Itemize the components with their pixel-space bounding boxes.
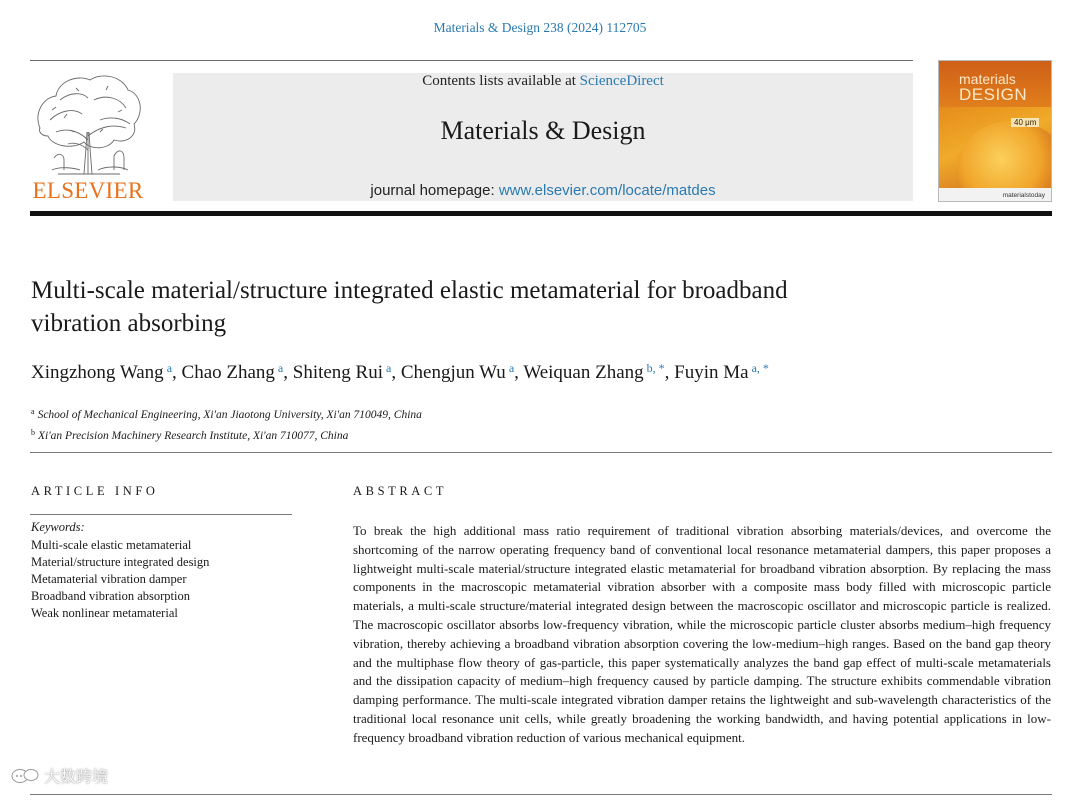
elsevier-tree-icon — [30, 70, 146, 178]
author-list: Xingzhong Wang $^a$, Chao Zhang $^a$, Shiteng Rui $^a$, Chengjun Wu $^a$, Weiquan Zhang $^{b, *}$, Fuyin Ma $^{a, *}$ — [31, 361, 769, 383]
author-name[interactable]: Weiquan Zhang — [523, 362, 644, 383]
cover-brand: materialstoday — [1002, 192, 1045, 199]
author-affiliation-mark[interactable]: a, * — [751, 361, 769, 375]
affiliation-list — [31, 403, 731, 445]
journal-header-band — [173, 73, 913, 201]
author-affiliation-mark[interactable]: a — [166, 361, 173, 375]
author-affiliation-mark[interactable]: a — [386, 361, 392, 375]
article-title: Multi-scale material/structure integrated elastic metamaterial for broadband vibration absorbing — [31, 277, 788, 337]
affiliation-mark: a — [31, 407, 35, 416]
keyword-item: Weak nonlinear metamaterial — [31, 606, 178, 620]
keywords-list — [31, 537, 209, 622]
source-watermark — [10, 764, 108, 787]
keywords-label: Keywords: — [31, 520, 85, 534]
chat-bubble-icon — [10, 767, 40, 785]
keyword-item: Metamaterial vibration damper — [31, 572, 187, 586]
abstract-heading: ABSTRACT — [353, 484, 448, 498]
abstract-text: To break the high additional mass ratio requirement of traditional vibration absorbing materials/devices, and overcome the shortcoming of the narrow operating frequency band of conventional local resonance metamaterial dampers, this paper proposes a lightweight multi-scale material/structure integrated elastic metamaterial for broadband vibration absorption. By replacing the mass components in the macroscopic metamaterial vibration absorber with a composite mass body filled with microscopic particle materials, a multi-scale structure/material integrated design between the macroscopic oscillator and microscopic particle is realized. The macroscopic oscillator absorbs low-frequency vibration, while the microscopic particle cluster absorbs medium–high frequency vibration, thereby achieving a broadband vibration absorption covering the low-medium–high ranges. Based on the band gap theory and the multiphase flow theory of gas-particle, this paper systematically analyzes the band gap effect of multi-scale metamaterials and the dissipation capacity of medium–high frequency caused by particle damping. The structure exhibits commendable vibration damping performance. The multi-scale integrated vibration damper retains the lightweight and sub-wavelength characteristics of the traditional local resonance unit cells, while greatly broadening the working bandwidth, and having potential applications in low-frequency broadband vibration reduction of various mechanical equipment. — [353, 523, 1051, 745]
affiliation-mark: b — [31, 428, 35, 437]
article-info-rule — [30, 514, 292, 515]
author-name[interactable]: Xingzhong Wang — [31, 362, 164, 383]
keyword-item: Material/structure integrated design — [31, 555, 210, 569]
article-info-heading: ARTICLE INFO — [31, 484, 159, 498]
header-thick-rule — [30, 211, 1052, 216]
affiliation-item — [31, 403, 731, 424]
journal-homepage-link[interactable]: www.elsevier.com/locate/matdes — [498, 182, 716, 199]
homepage-prefix: journal homepage: — [370, 182, 499, 199]
author-name[interactable]: Fuyin Ma — [674, 362, 749, 383]
contents-lists-line — [173, 73, 913, 90]
affiliation-item — [31, 424, 731, 445]
elsevier-logo[interactable] — [28, 70, 148, 205]
author-affiliation-mark[interactable]: a — [508, 361, 515, 375]
journal-name[interactable]: Materials & Design — [440, 116, 646, 145]
author-affiliation-mark[interactable]: a — [277, 361, 284, 375]
cover-scale-bar: 40 μm — [1011, 118, 1039, 127]
sciencedirect-link[interactable]: ScienceDirect — [579, 73, 664, 89]
header-top-rule — [30, 60, 913, 61]
cover-title-materials: materials — [959, 71, 1016, 87]
elsevier-wordmark: ELSEVIER — [32, 178, 144, 203]
affiliation-text: School of Mechanical Engineering, Xi'an Jiaotong University, Xi'an 710049, China — [37, 409, 422, 421]
section-divider — [30, 452, 1052, 453]
contents-prefix: Contents lists available at — [422, 73, 580, 89]
affiliation-text: Xi'an Precision Machinery Research Institute, Xi'an 710077, China — [38, 430, 349, 442]
cover-footer — [939, 188, 1051, 201]
author-name[interactable]: Chengjun Wu — [400, 362, 506, 383]
journal-homepage-line — [173, 182, 913, 199]
author-name[interactable]: Shiteng Rui — [292, 362, 384, 383]
keyword-item: Broadband vibration absorption — [31, 589, 190, 603]
page-bottom-rule — [30, 794, 1052, 795]
watermark-text: 大数跨境 — [44, 767, 109, 786]
author-name[interactable]: Chao Zhang — [181, 362, 275, 383]
journal-cover-image[interactable] — [938, 60, 1052, 202]
keyword-item: Multi-scale elastic metamaterial — [31, 538, 192, 552]
journal-citation[interactable]: Materials & Design 238 (2024) 112705 — [433, 20, 647, 35]
author-affiliation-mark[interactable]: b, * — [646, 361, 665, 375]
cover-title-design: DESIGN — [959, 85, 1028, 104]
